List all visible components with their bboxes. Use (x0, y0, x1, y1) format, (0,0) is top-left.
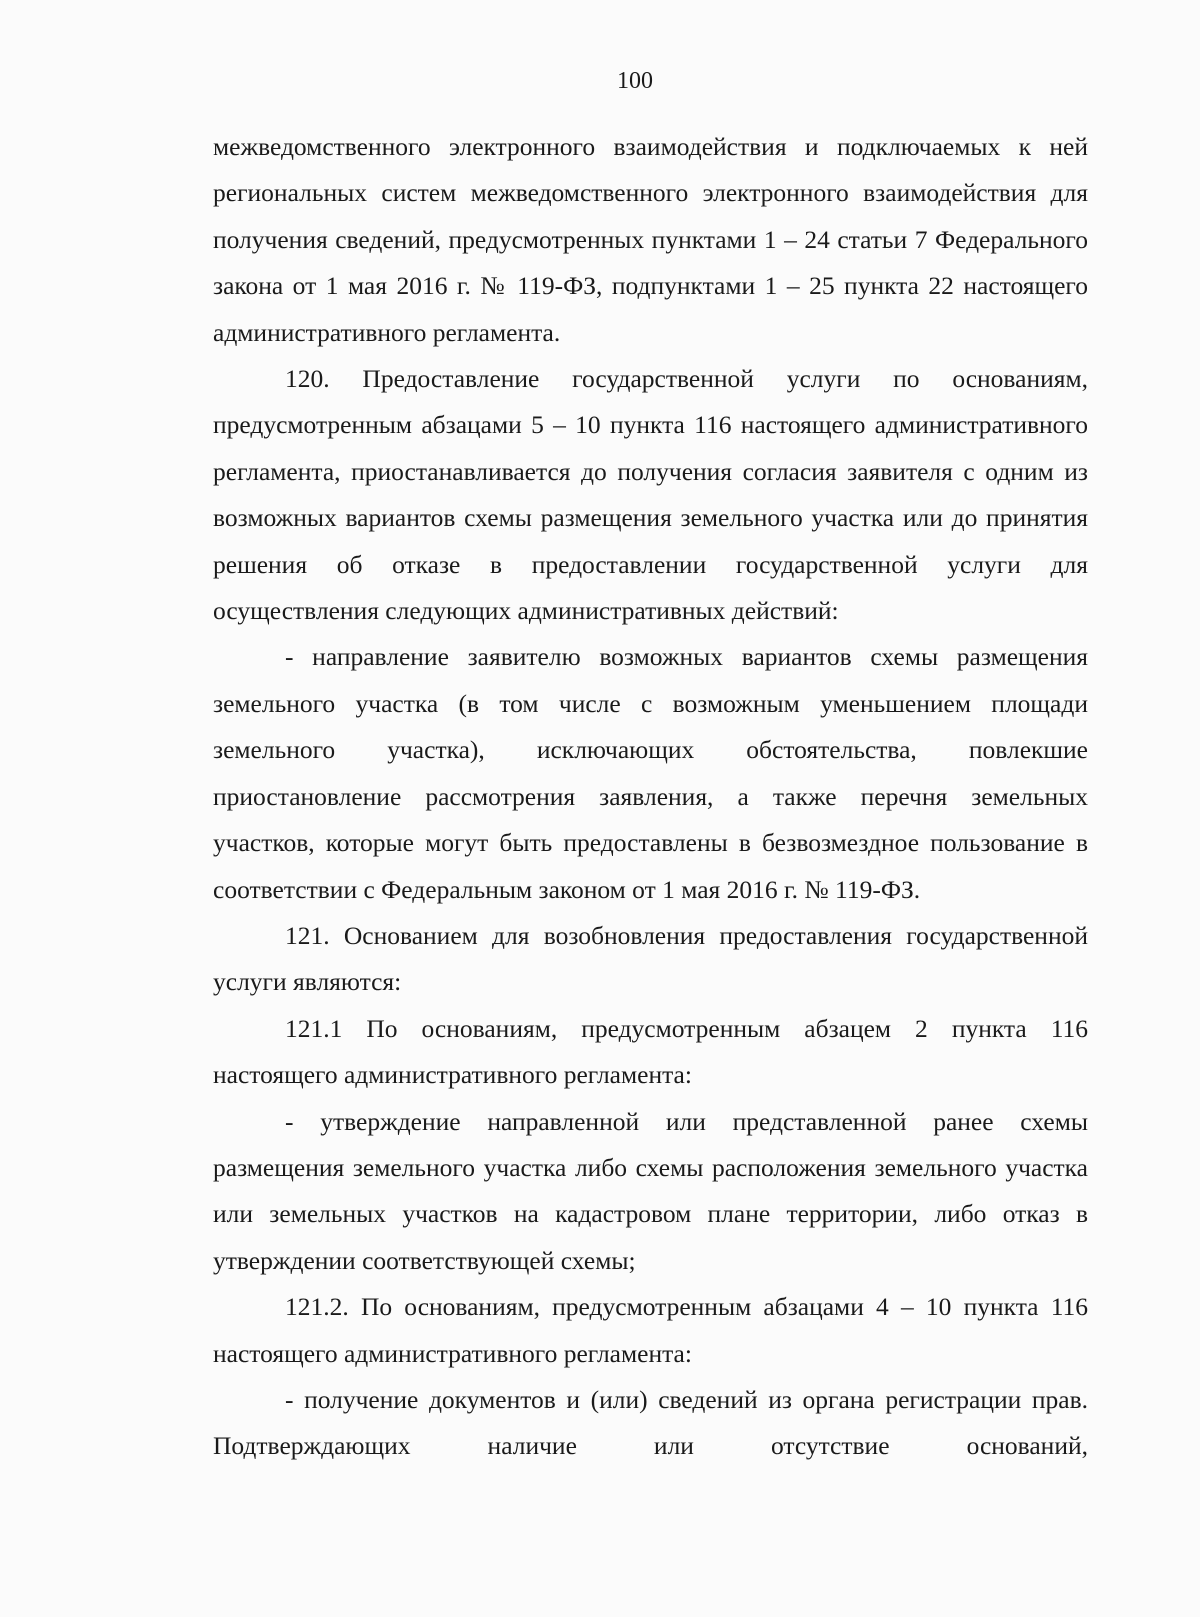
paragraph-120: 120. Предоставление государственной услуги по основаниям, предусмотренным абзацами 5 – 10 пункта 116 настоящего административного регламента, приостанавливается до получения согласия заявителя с одним из возможных вариантов схемы размещения земельного участка или до принятия решения об отказе в предоставлении государственной услуги для осуществления следующих административных действий: (213, 364, 1088, 626)
paragraph-121-2: 121.2. По основаниям, предусмотренным абзацами 4 – 10 пункта 116 настоящего административного регламента: (213, 1292, 1088, 1368)
page-number: 100 (617, 68, 653, 94)
paragraph-121-2-item: - получение документов и (или) сведений из органа регистрации прав. Подтверждающих наличие или отсутствие оснований, (213, 1384, 1088, 1461)
paragraph-120-item: - направление заявителю возможных вариантов схемы размещения земельного участка (в том числе с возможным уменьшением площади земельного участка), исключающих обстоятельства, повлекшие приостановление рассмотрения заявления, а также перечня земельных участков, которые могут быть предоставлены в безвозмездное пользование в соответствии с Федеральным законом от 1 мая 2016 г. № 119-ФЗ. (213, 642, 1088, 904)
document-body (213, 124, 1088, 1470)
paragraph-121-1: 121.1 По основаниям, предусмотренным абзацем 2 пункта 116 настоящего административного регламента: (213, 1013, 1088, 1090)
paragraph-121-1-item: - утверждение направленной или представленной ранее схемы размещения земельного участка либо схемы расположения земельного участка или земельных участков на кадастровом плане территории, либо отказ в утверждении соответствующей схемы; (213, 1106, 1088, 1275)
paragraph-121: 121. Основанием для возобновления предоставления государственной услуги являются: (213, 920, 1088, 997)
paragraph-continuation: межведомственного электронного взаимодействия и подключаемых к ней региональных систем межведомственного электронного взаимодействия для получения сведений, предусмотренных пунктами 1 – 24 статьи 7 Федерального закона от 1 мая 2016 г. № 119-ФЗ, подпунктами 1 – 25 пункта 22 настоящего административного регламента. (213, 132, 1088, 347)
